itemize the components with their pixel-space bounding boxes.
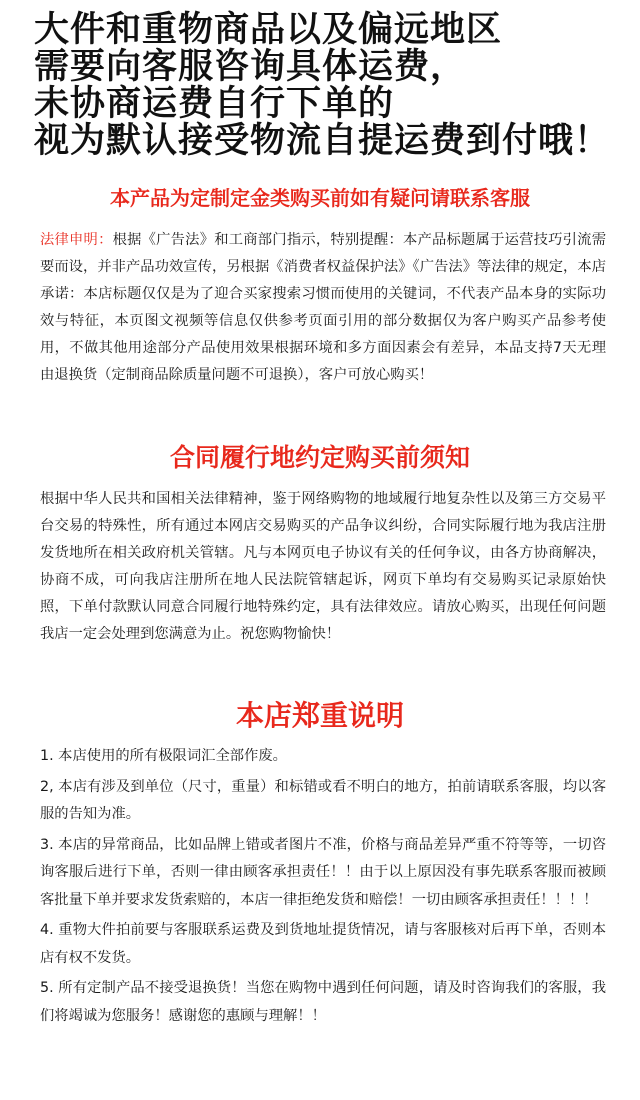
headline-line: 视为默认接受物流自提运费到付哦！	[34, 121, 611, 161]
headline-line: 大件和重物商品以及偏远地区	[34, 10, 503, 50]
list-item: 1. 本店使用的所有极限词汇全部作废。	[40, 748, 287, 764]
store-statement-list	[40, 743, 606, 1033]
store-statement-title: 本店郑重说明	[235, 699, 404, 732]
contract-place-text: 根据中华人民共和国相关法律精神，鉴于网络购物的地域履行地复杂性以及第三方交易平台交易的特殊性，所有通过本网店交易购买的产品争议纠纷，合同实际履行地为我店注册发货地所在相关政府机关管辖。凡与本网页电子协议有关的任何争议，由各方协商解决，协商不成，可向我店注册所在地人民法院管辖起诉，网页下单均有交易购买记录原始快照，下单付款默认同意合同履行地特殊约定，具有法律效应。请放心购买，出现任何问题我店一定会处理到您满意为止。祝您购物愉快！	[40, 491, 606, 642]
custom-product-notice-title: 本产品为定制定金类购买前如有疑问请联系客服	[110, 186, 530, 210]
contract-place-title: 合同履行地约定购买前须知	[169, 443, 470, 472]
headline-line: 需要向客服咨询具体运费，	[34, 47, 467, 87]
legal-statement-text: 根据《广告法》和工商部门指示，特别提醒：本产品标题属于运营技巧引流需要而设，并非产品功效宣传，另根据《消费者权益保护法》《广告法》等法律的规定，本店承诺：本店标题仅仅是为了迎合买家搜索习惯而使用的关键词，不代表产品本身的实际功效与特征，本页图文视频等信息仅供参考页面引用的部分数据仅为客户购买产品参考使用，不做其他用途部分产品使用效果根据环境和多方面因素会有差异，本品支持7天无理由退换货（定制商品除质量问题不可退换），客户可放心购买！	[40, 232, 606, 383]
legal-statement	[40, 227, 606, 389]
list-item: 2, 本店有涉及到单位（尺寸，重量）和标错或看不明白的地方，拍前请联系客服，均以客服的告知为准。	[40, 778, 606, 822]
shipping-headline	[34, 12, 634, 160]
list-item: 3. 本店的异常商品，比如品牌上错或者图片不准，价格与商品差异严重不符等等，一切咨询客服后进行下单，否则一律由顾客承担责任！！由于以上原因没有事先联系客服而被顾客批量下单并要求发货索赔的，本店一律拒绝发货和赔偿！一切由顾客承担责任！！！！	[40, 836, 606, 908]
legal-statement-label: 法律申明：	[40, 232, 113, 248]
list-item: 5. 所有定制产品不接受退换货！当您在购物中遇到任何问题，请及时咨询我们的客服，我们将竭诚为您服务！感谢您的惠顾与理解！！	[40, 980, 606, 1024]
headline-line: 未协商运费自行下单的	[34, 84, 395, 124]
list-item: 4. 重物大件拍前要与客服联系运费及到货地址提货情况，请与客服核对后再下单，否则本店有权不发货。	[40, 922, 606, 966]
